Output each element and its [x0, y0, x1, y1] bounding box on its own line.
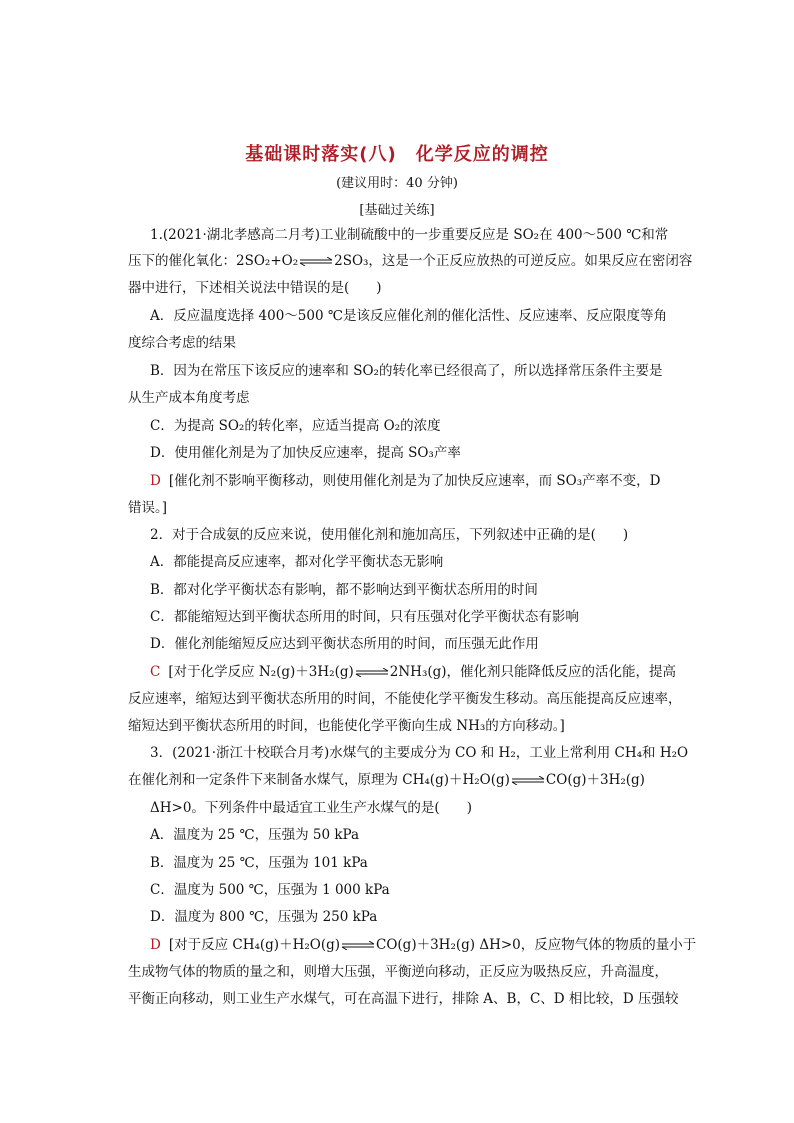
text-line — [150, 225, 668, 245]
text-line — [150, 907, 377, 927]
text-line — [150, 825, 359, 845]
equilibrium-arrow-icon — [299, 257, 333, 266]
line-text: ΔH>0。下列条件中最适宜工业生产水煤气的是( ) — [150, 800, 472, 816]
answer-letter: C — [150, 664, 161, 680]
text-line — [150, 743, 688, 763]
equilibrium-arrow-icon — [511, 776, 545, 785]
text-line — [150, 607, 579, 627]
line-text: D．使用催化剂是为了加快反应速率，提高 SO₃产率 — [150, 445, 461, 461]
answer-line — [150, 471, 660, 491]
text-line — [128, 251, 692, 271]
line-text: D．温度为 800 ℃，压强为 250 kPa — [150, 909, 378, 925]
text-line — [150, 416, 441, 436]
text-line — [150, 580, 538, 600]
text-line — [128, 278, 382, 298]
line-text: 3．(2021·浙江十校联合月考)水煤气的主要成分为 CO 和 H₂，工业上常利用 CH₄和 H₂O — [150, 745, 689, 761]
line-text: A．反应温度选择 400～500 ℃是该反应催化剂的催化活性、反应速率、反应限度等角 — [150, 308, 667, 324]
text-line — [128, 989, 679, 1009]
line-text: 2．对于合成氨的反应来说，使用催化剂和施加高压，下列叙述中正确的是( ) — [150, 527, 629, 543]
answer-line — [150, 662, 676, 682]
text-line — [150, 853, 368, 873]
text-line — [150, 525, 628, 545]
line-text: A．都能提高反应速率，都对化学平衡状态无影响 — [150, 554, 444, 570]
text-line — [128, 689, 682, 709]
text-line — [150, 443, 461, 463]
text-line — [150, 634, 539, 654]
text-line — [128, 333, 236, 353]
section-heading: [基础过关练] — [359, 203, 435, 218]
text-line — [150, 880, 390, 900]
answer-line — [150, 935, 696, 955]
line-text: 压下的催化氧化：2SO₂+O₂ 2SO₃，这是一个正反应放热的可逆反应。如果反应在密闭容 — [128, 253, 693, 269]
line-text: C．都能缩短达到平衡状态所用的时间，只有压强对化学平衡状态有影响 — [150, 609, 579, 625]
line-text: B．都对化学平衡状态有影响，都不影响达到平衡状态所用的时间 — [150, 582, 538, 598]
answer-letter: D — [150, 473, 161, 489]
line-text: 错误。] — [128, 500, 168, 516]
line-text: 1.(2021·湖北孝感高二月考)工业制硫酸中的一步重要反应是 SO₂在 400～500 ℃和常 — [150, 227, 669, 243]
equilibrium-arrow-icon — [341, 941, 375, 950]
line-text: 生成物气体的物质的量之和，则增大压强，平衡逆向移动，正反应为吸热反应，升高温度， — [128, 964, 668, 980]
line-text: B．因为在常压下该反应的速率和 SO₂的转化率已经很高了，所以选择常压条件主要是 — [150, 363, 663, 379]
line-text: 平衡正向移动，则工业生产水煤气，可在高温下进行，排除 A、B，C、D 相比较，D 压强较 — [128, 991, 679, 1007]
text-line — [150, 361, 662, 381]
line-text: 器中进行，下述相关说法中错误的是( ) — [128, 280, 382, 296]
line-text: 在催化剂和一定条件下来制备水煤气，原理为 CH₄(g)＋H₂O(g) CO(g)＋3H₂(g) — [128, 772, 645, 788]
line-text: [对于反应 CH₄(g)＋H₂O(g) CO(g)＋3H₂(g) ΔH>0，反应物气体的物质的量小于 — [168, 937, 697, 953]
time-note: (建议用时：40 分钟) — [336, 176, 458, 191]
line-text: 度综合考虑的结果 — [128, 335, 236, 351]
line-text: C．为提高 SO₂的转化率，应适当提高 O₂的浓度 — [150, 418, 441, 434]
text-line — [128, 716, 565, 736]
line-text: D．催化剂能缩短反应达到平衡状态所用的时间，而压强无此作用 — [150, 636, 539, 652]
line-text: A．温度为 25 ℃，压强为 50 kPa — [150, 827, 360, 843]
text-line — [128, 962, 668, 982]
line-text: C．温度为 500 ℃，压强为 1 000 kPa — [150, 882, 390, 898]
answer-letter: D — [150, 937, 161, 953]
line-text: 反应速率，缩短达到平衡状态所用的时间，不能使化学平衡发生移动。高压能提高反应速率， — [128, 691, 682, 707]
equilibrium-arrow-icon — [355, 668, 389, 677]
line-text: B．温度为 25 ℃，压强为 101 kPa — [150, 855, 368, 871]
line-text: 从生产成本角度考虑 — [128, 390, 250, 406]
line-text: [催化剂不影响平衡移动，则使用催化剂是为了加快反应速率，而 SO₃产率不变，D — [168, 473, 661, 489]
line-text: [对于化学反应 N₂(g)＋3H₂(g) 2NH₃(g)，催化剂只能降低反应的活化能，提高 — [168, 664, 677, 680]
line-text: 缩短达到平衡状态所用的时间，也能使化学平衡向生成 NH₃的方向移动。] — [128, 718, 565, 734]
page-title: 基础课时落实(八) 化学反应的调控 — [245, 144, 549, 165]
text-line — [128, 498, 167, 518]
text-line — [128, 388, 250, 408]
text-line — [128, 770, 645, 790]
text-line — [150, 798, 472, 818]
text-line — [150, 552, 443, 572]
text-line — [150, 306, 667, 326]
